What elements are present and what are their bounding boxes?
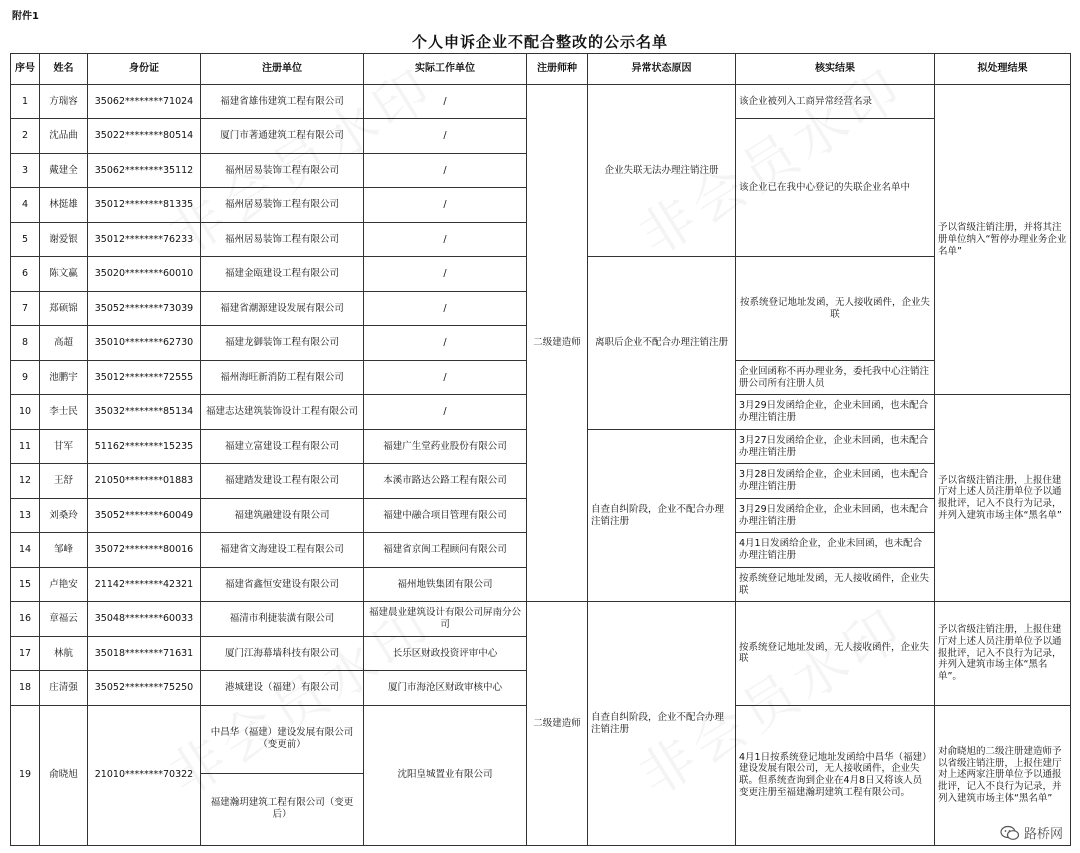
col-header-result: 核实结果 (736, 54, 935, 85)
cell-name: 林航 (40, 636, 88, 670)
cell-unit: 福清市利捷装潢有限公司 (201, 602, 364, 636)
cell-id: 35048********60033 (88, 602, 201, 636)
cell-id: 35032********85134 (88, 395, 201, 429)
cell-no: 19 (11, 705, 40, 845)
cell-no: 8 (11, 326, 40, 360)
cell-no: 4 (11, 188, 40, 222)
cell-actual-unit: / (364, 188, 527, 222)
cell-action: 予以省级注销注册，并将其注册单位纳入“暂停办理业务企业名单” (935, 85, 1071, 395)
cell-result: 企业回函称不再办理业务，委托我中心注销注册公司所有注册人员 (736, 360, 935, 394)
cell-id: 35012********72555 (88, 360, 201, 394)
cell-result: 3月29日发函给企业，企业未回函，也未配合办理注销注册 (736, 498, 935, 532)
cell-name: 戴建全 (40, 153, 88, 187)
cell-name: 谢爱银 (40, 222, 88, 256)
source-logo-text: 路桥网 (1023, 827, 1063, 842)
cell-no: 17 (11, 636, 40, 670)
cell-id: 21050********01883 (88, 464, 201, 498)
cell-result: 该企业已在我中心登记的失联企业名单中 (736, 119, 935, 257)
cell-actual-unit: 厦门市海沧区财政审核中心 (364, 671, 527, 705)
cell-id: 35020********60010 (88, 257, 201, 291)
cell-name: 刘桑玲 (40, 498, 88, 532)
cell-name: 李士民 (40, 395, 88, 429)
cell-id: 35062********35112 (88, 153, 201, 187)
cell-action: 予以省级注销注册，上报住建厅对上述人员注册单位予以通报批评，记入不良行为记录，并列入建筑市场主体“黑名单”。 (935, 602, 1071, 705)
cell-unit: 福建立富建设工程有限公司 (201, 429, 364, 463)
cell-actual-unit: 福州地铁集团有限公司 (364, 567, 527, 601)
cell-actual-unit: / (364, 291, 527, 325)
cell-actual-unit: / (364, 326, 527, 360)
cell-unit: 福建踏发建设工程有限公司 (201, 464, 364, 498)
col-header-name: 姓名 (40, 54, 88, 85)
cell-actual-unit: 福建中融合项目管理有限公司 (364, 498, 527, 532)
cell-actual-unit: / (364, 395, 527, 429)
cell-unit: 福州居易装饰工程有限公司 (201, 153, 364, 187)
col-header-discipline: 注册师种 (527, 54, 588, 85)
cell-reason: 自查自纠阶段，企业不配合办理注销注册 (588, 602, 736, 846)
cell-no: 18 (11, 671, 40, 705)
attachment-label: 附件1 (12, 11, 39, 22)
cell-reason: 自查自纠阶段，企业不配合办理注销注册 (588, 429, 736, 601)
cell-id: 35012********81335 (88, 188, 201, 222)
cell-id: 21010********70322 (88, 705, 201, 845)
cell-action: 对俞晓旭的二级注册建造师予以省级注销注册，上报住建厅对上述两家注册单位予以通报批评，记入不良行为记录，并列入建筑市场主体“黑名单” (935, 705, 1071, 845)
cell-name: 沈品曲 (40, 119, 88, 153)
cell-name: 高超 (40, 326, 88, 360)
cell-unit: 福建志达建筑装饰设计工程有限公司 (201, 395, 364, 429)
cell-discipline: 二级建造师 (527, 85, 588, 602)
cell-result: 3月28日发函给企业，企业未回函，也未配合办理注销注册 (736, 464, 935, 498)
cell-result: 3月29日发函给企业，企业未回函，也未配合办理注销注册 (736, 395, 935, 429)
cell-discipline: 二级建造师 (527, 602, 588, 846)
cell-actual-unit: / (364, 360, 527, 394)
cell-actual-unit: / (364, 85, 527, 119)
cell-name: 池鹏宇 (40, 360, 88, 394)
col-header-no: 序号 (11, 54, 40, 85)
cell-name: 陈文赢 (40, 257, 88, 291)
cell-id: 51162********15235 (88, 429, 201, 463)
cell-unit-after: 福建瀚玥建筑工程有限公司（变更后） (201, 773, 364, 845)
cell-no: 15 (11, 567, 40, 601)
cell-actual-unit: / (364, 153, 527, 187)
cell-id: 35052********75250 (88, 671, 201, 705)
cell-action: 予以省级注销注册，上报住建厅对上述人员注册单位予以通报批评，记入不良行为记录，并列入建筑市场主体“黑名单” (935, 395, 1071, 602)
cell-result: 按系统登记地址发函，无人接收函件，企业失联 (736, 257, 935, 360)
cell-id: 35052********60049 (88, 498, 201, 532)
cell-actual-unit: 福建晨业建筑设计有限公司屏南分公司 (364, 602, 527, 636)
cell-no: 9 (11, 360, 40, 394)
cell-id: 35072********80016 (88, 533, 201, 567)
cell-actual-unit: 长乐区财政投资评审中心 (364, 636, 527, 670)
cell-name: 甘军 (40, 429, 88, 463)
cell-unit: 福建金瓯建设工程有限公司 (201, 257, 364, 291)
cell-unit: 厦门市著通建筑工程有限公司 (201, 119, 364, 153)
page-title: 个人申诉企业不配合整改的公示名单 (411, 33, 668, 51)
cell-name: 郑硕锦 (40, 291, 88, 325)
cell-actual-unit: 本溪市路达公路工程有限公司 (364, 464, 527, 498)
cell-actual-unit: / (364, 257, 527, 291)
cell-no: 10 (11, 395, 40, 429)
cell-name: 林挺雄 (40, 188, 88, 222)
cell-name: 庄清强 (40, 671, 88, 705)
col-header-reason: 异常状态原因 (588, 54, 736, 85)
cell-unit: 福州海旺新消防工程有限公司 (201, 360, 364, 394)
cell-no: 16 (11, 602, 40, 636)
cell-unit: 福州居易装饰工程有限公司 (201, 222, 364, 256)
col-header-actual-unit: 实际工作单位 (364, 54, 527, 85)
cell-no: 5 (11, 222, 40, 256)
cell-unit: 厦门江海幕墙科技有限公司 (201, 636, 364, 670)
table-header-row (11, 54, 1071, 85)
cell-no: 6 (11, 257, 40, 291)
cell-actual-unit: / (364, 222, 527, 256)
cell-unit-before: 中昌华（福建）建设发展有限公司（变更前） (201, 705, 364, 773)
cell-result: 按系统登记地址发函，无人接收函件，企业失联 (736, 567, 935, 601)
cell-actual-unit: 福建省京闽工程顾问有限公司 (364, 533, 527, 567)
cell-no: 12 (11, 464, 40, 498)
cell-id: 35062********71024 (88, 85, 201, 119)
col-header-action: 拟处理结果 (935, 54, 1071, 85)
cell-no: 13 (11, 498, 40, 532)
cell-id: 35010********62730 (88, 326, 201, 360)
cell-unit: 福建筑融建设有限公司 (201, 498, 364, 532)
cell-no: 7 (11, 291, 40, 325)
cell-result: 4月1日按系统登记地址发函给中昌华（福建）建设发展有限公司，无人接收函件，企业失联。但系统查询到企业在4月8日又将该人员变更注册至福建瀚玥建筑工程有限公司。 (736, 705, 935, 845)
table-row (11, 85, 1071, 119)
cell-name: 章福云 (40, 602, 88, 636)
cell-result: 3月27日发函给企业，企业未回函，也未配合办理注销注册 (736, 429, 935, 463)
cell-unit: 福建省潮源建设发展有限公司 (201, 291, 364, 325)
cell-actual-unit: 沈阳皇城置业有限公司 (364, 705, 527, 845)
table-row (11, 602, 1071, 636)
roster-table (10, 53, 1071, 846)
col-header-unit: 注册单位 (201, 54, 364, 85)
cell-reason: 离职后企业不配合办理注销注册 (588, 257, 736, 429)
wechat-icon (1000, 825, 1020, 841)
cell-no: 11 (11, 429, 40, 463)
cell-name: 王舒 (40, 464, 88, 498)
cell-id: 35012********76233 (88, 222, 201, 256)
cell-name: 方瑞容 (40, 85, 88, 119)
col-header-id: 身份证 (88, 54, 201, 85)
cell-result: 按系统登记地址发函，无人接收函件，企业失联 (736, 602, 935, 705)
cell-unit: 福建省文海建设工程有限公司 (201, 533, 364, 567)
cell-reason: 企业失联无法办理注销注册 (588, 85, 736, 257)
cell-result: 4月1日发函给企业，企业未回函，也未配合办理注销注册 (736, 533, 935, 567)
cell-unit: 港城建设（福建）有限公司 (201, 671, 364, 705)
cell-result: 该企业被列入工商异常经营名录 (736, 85, 935, 119)
cell-unit: 福建省鑫恒安建设有限公司 (201, 567, 364, 601)
cell-unit: 福州居易装饰工程有限公司 (201, 188, 364, 222)
cell-id: 35022********80514 (88, 119, 201, 153)
cell-no: 1 (11, 85, 40, 119)
cell-no: 14 (11, 533, 40, 567)
cell-id: 21142********42321 (88, 567, 201, 601)
cell-actual-unit: / (364, 119, 527, 153)
cell-id: 35052********73039 (88, 291, 201, 325)
cell-unit: 福建省雄伟建筑工程有限公司 (201, 85, 364, 119)
cell-actual-unit: 福建广生堂药业股份有限公司 (364, 429, 527, 463)
cell-name: 邹峰 (40, 533, 88, 567)
cell-id: 35018********71631 (88, 636, 201, 670)
cell-no: 2 (11, 119, 40, 153)
cell-name: 俞晓旭 (40, 705, 88, 845)
source-logo (997, 822, 1066, 843)
cell-no: 3 (11, 153, 40, 187)
cell-unit: 福建龙御装饰工程有限公司 (201, 326, 364, 360)
cell-name: 卢艳安 (40, 567, 88, 601)
